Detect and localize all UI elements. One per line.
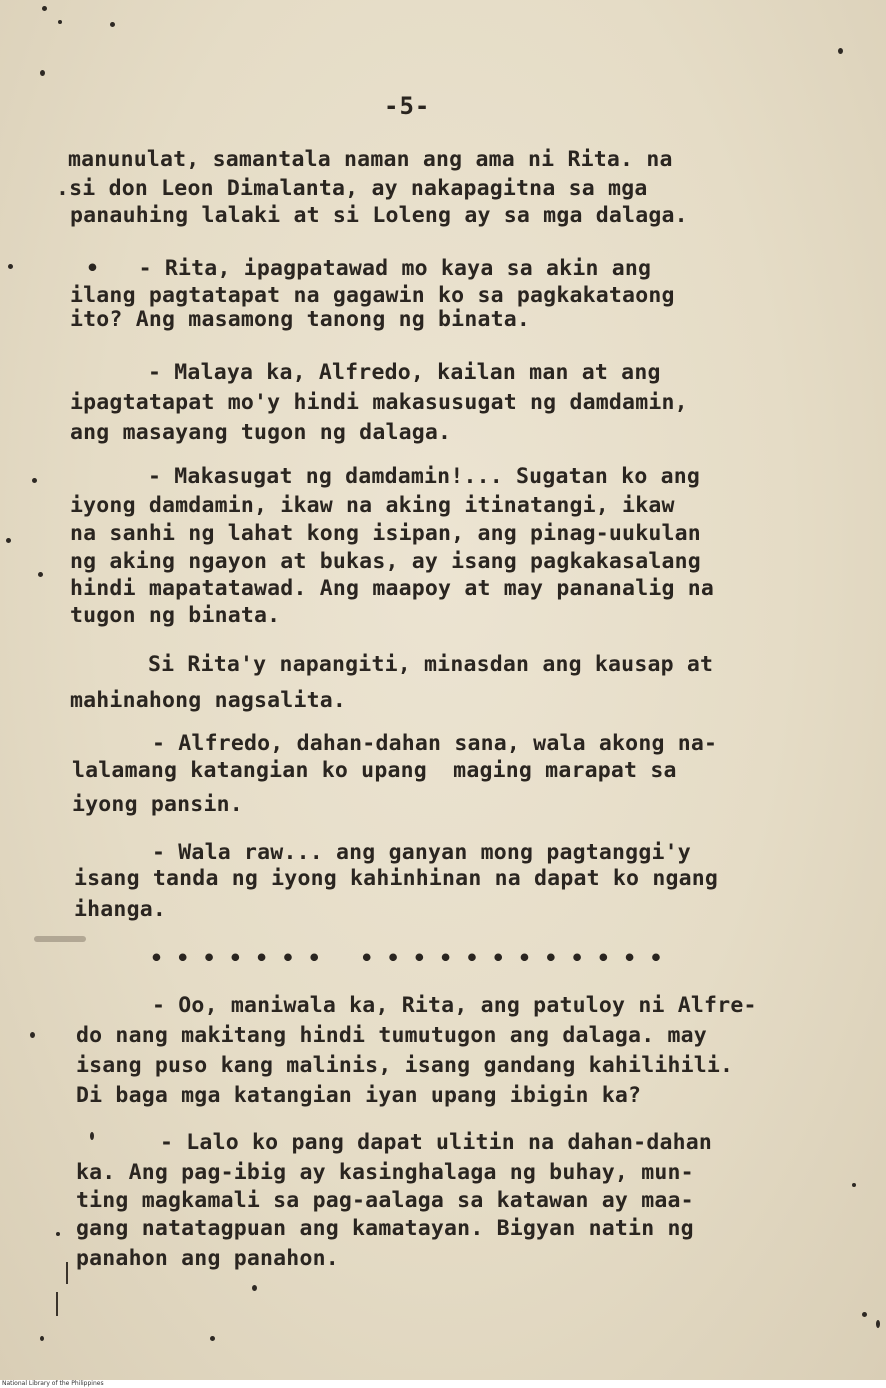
ink-speck (56, 1232, 60, 1236)
ink-speck (876, 1320, 880, 1328)
text-line: - Oo, maniwala ka, Rita, ang patuloy ni Alfre- (152, 993, 757, 1018)
text-line: lalamang katangian ko upang maging marapat sa (72, 758, 677, 783)
text-line: - Malaya ka, Alfredo, kailan man at ang (148, 360, 661, 385)
ink-speck (6, 538, 11, 543)
text-line: ilang pagtatapat na gagawin ko sa pagkakataong (70, 283, 675, 308)
page-number: -5- (384, 92, 431, 120)
text-line: tugon ng binata. (70, 603, 281, 628)
ink-speck (110, 22, 115, 27)
ink-speck (862, 1312, 867, 1317)
text-line: panauhing lalaki at si Loleng ay sa mga dalaga. (70, 203, 688, 228)
ink-smudge (34, 936, 86, 942)
text-line: manunulat, samantala naman ang ama ni Rita. na (68, 147, 673, 172)
text-line: isang puso kang malinis, isang gandang kahilihili. (76, 1053, 734, 1078)
ink-speck (852, 1183, 856, 1187)
text-line: ihanga. (74, 897, 167, 922)
pencil-mark (56, 1292, 58, 1316)
text-line: mahinahong nagsalita. (70, 688, 347, 713)
text-line: iyong pansin. (72, 792, 243, 817)
ink-speck (40, 1336, 44, 1341)
text-line: • - Rita, ipagpatawad mo kaya sa akin ang (86, 256, 652, 281)
text-line: ipagtatapat mo'y hindi makasusugat ng damdamin, (70, 390, 688, 415)
ink-speck (40, 70, 45, 76)
ink-speck (252, 1285, 257, 1291)
text-line: ka. Ang pag-ibig ay kasinghalaga ng buhay, mun- (76, 1160, 694, 1185)
text-line: - Lalo ko pang dapat ulitin na dahan-dahan (160, 1130, 713, 1155)
text-line: Si Rita'y napangiti, minasdan ang kausap at (148, 652, 714, 677)
text-line: Di baga mga katangian iyan upang ibigin ka? (76, 1083, 642, 1108)
text-line: isang tanda ng iyong kahinhinan na dapat ko ngang (74, 866, 719, 891)
text-line: hindi mapatatawad. Ang maapoy at may pananalig na (70, 576, 715, 601)
text-line: ang masayang tugon ng dalaga. (70, 420, 452, 445)
ink-speck (58, 20, 62, 24)
ink-speck (90, 1132, 94, 1140)
footer-strip (0, 1380, 886, 1388)
text-line: gang natatagpuan ang kamatayan. Bigyan natin ng (76, 1216, 694, 1241)
ink-speck (30, 1032, 35, 1038)
text-line: ng aking ngayon at bukas, ay isang pagkakasalang (70, 549, 701, 574)
text-line: .si don Leon Dimalanta, ay nakapagitna sa mga (56, 176, 648, 201)
ink-speck (38, 572, 43, 577)
text-line: - Makasugat ng damdamin!... Sugatan ko ang (148, 464, 701, 489)
ink-speck (8, 264, 13, 269)
text-line: ito? Ang masamong tanong ng binata. (70, 307, 531, 332)
separator-dots: • • • • • • • • • • • • • • • • • • • (150, 946, 663, 971)
text-line: ting magkamali sa pag-aalaga sa katawan ay maa- (76, 1188, 694, 1213)
text-line: na sanhi ng lahat kong isipan, ang pinag-uukulan (70, 521, 701, 546)
text-line: - Wala raw... ang ganyan mong pagtanggi'y (152, 840, 691, 865)
pencil-mark (66, 1262, 68, 1284)
text-line: iyong damdamin, ikaw na aking itinatangi, ikaw (70, 493, 675, 518)
ink-speck (32, 478, 37, 483)
ink-speck (210, 1336, 215, 1341)
library-credit: National Library of the Philippines (2, 1380, 104, 1387)
ink-speck (42, 6, 47, 11)
ink-speck (838, 48, 843, 54)
text-line: do nang makitang hindi tumutugon ang dalaga. may (76, 1023, 707, 1048)
text-line: panahon ang panahon. (76, 1246, 339, 1271)
text-line: - Alfredo, dahan-dahan sana, wala akong na- (152, 731, 718, 756)
